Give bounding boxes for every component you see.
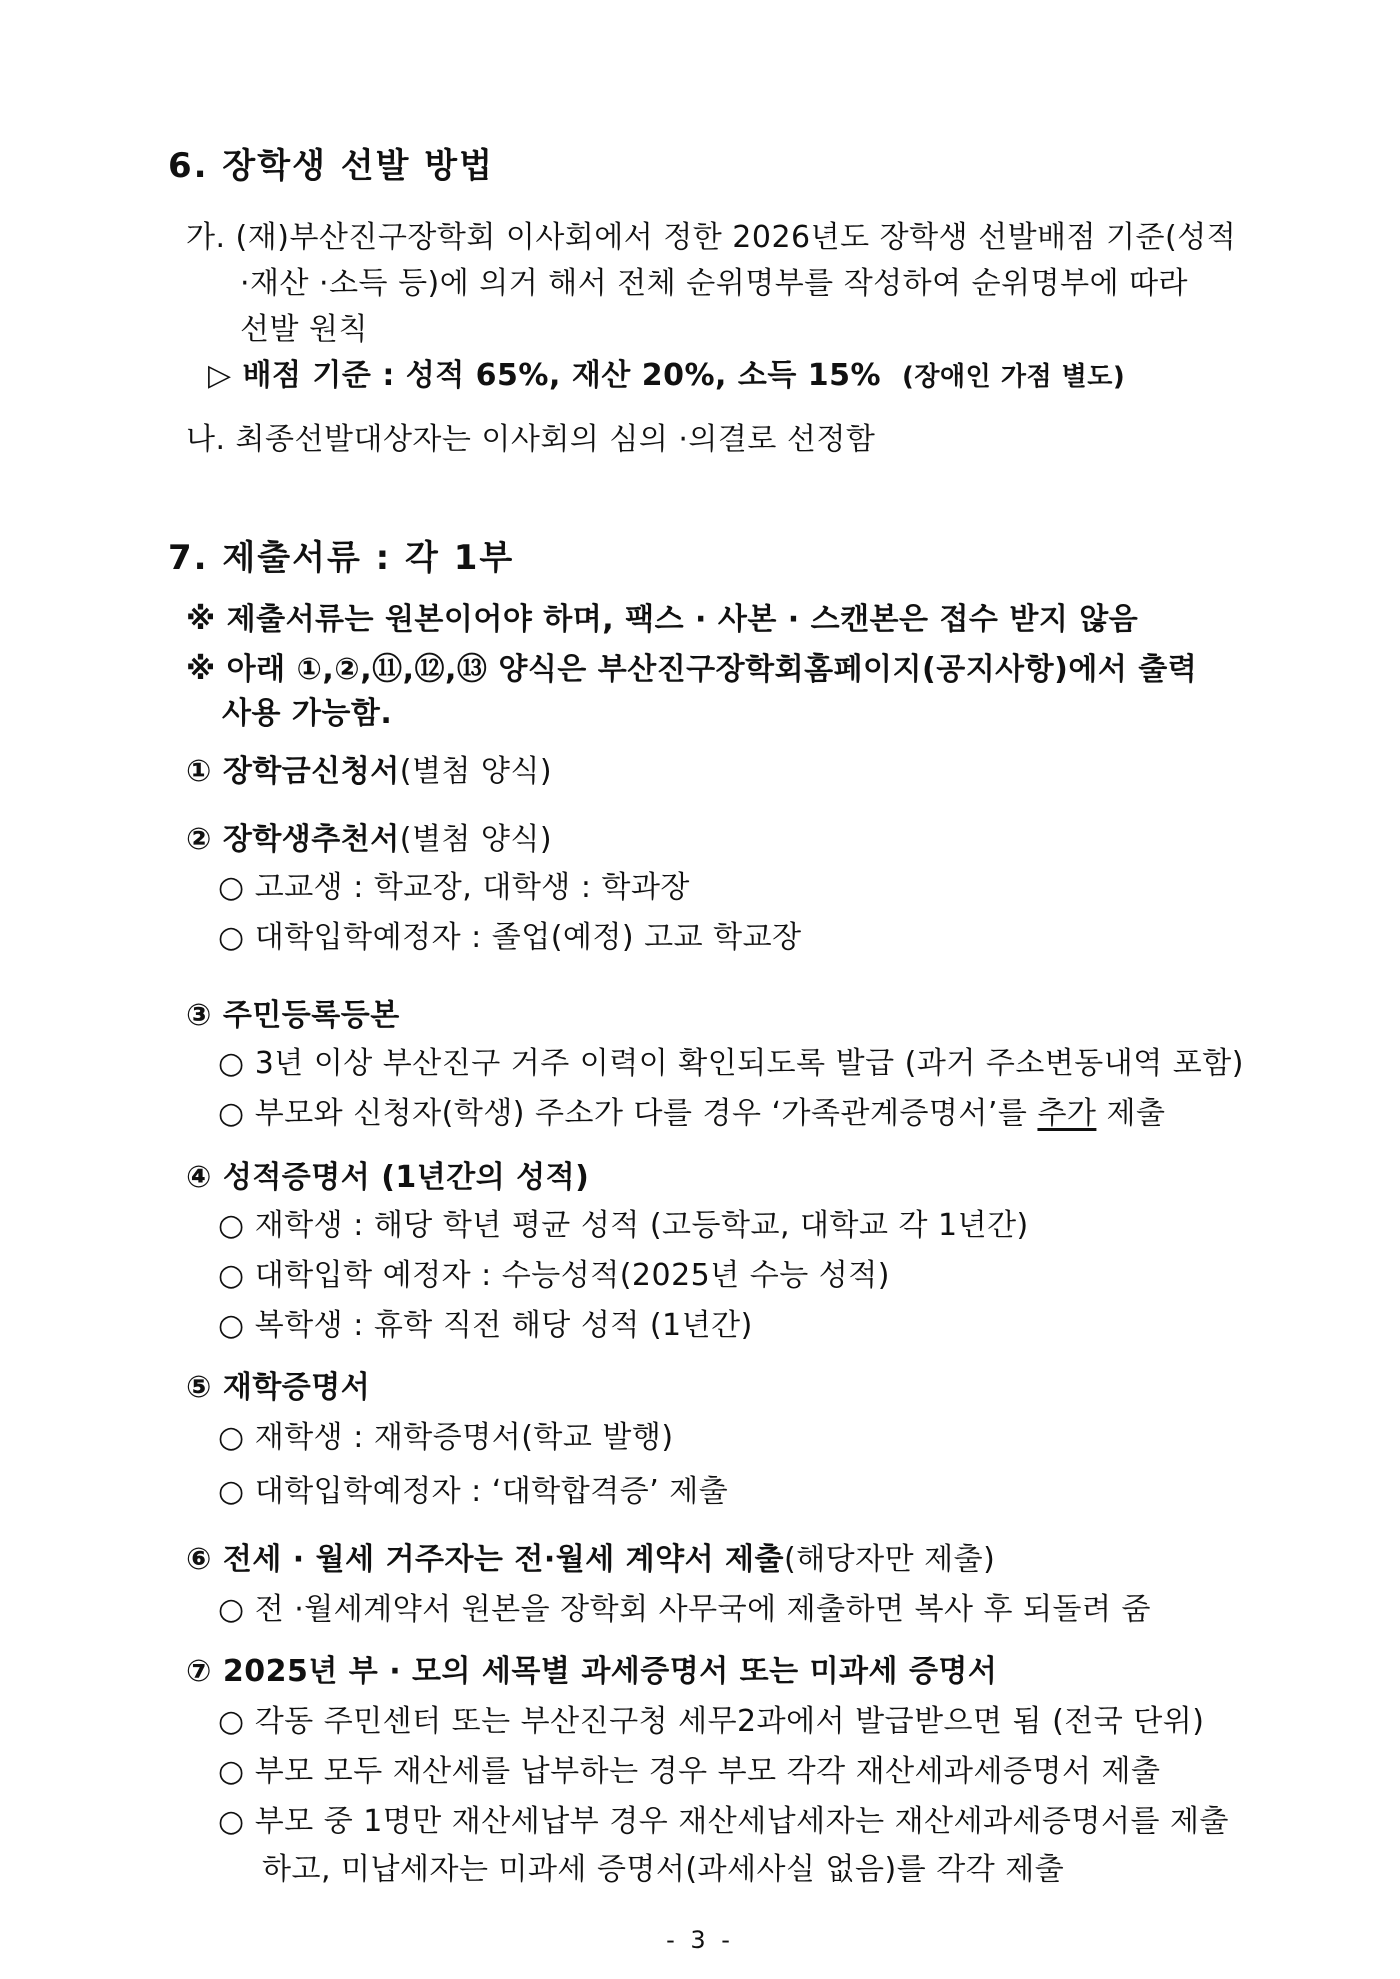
- doc-item-7-sub-b: ○ 부모 모두 재산세를 납부하는 경우 부모 각각 재산세과세증명서 제출: [218, 1754, 1161, 1789]
- doc-item-1-title: ① 장학금신청서: [186, 754, 400, 789]
- s6-item-ga-line2: ·재산 ·소득 등)에 의거 해서 전체 순위명부를 작성하여 순위명부에 따라: [240, 266, 1189, 301]
- doc-item-4-title: ④ 성적증명서 (1년간의 성적): [186, 1160, 590, 1195]
- score-criteria-note: (장애인 가점 별도): [902, 362, 1126, 392]
- doc-item-6-suffix: (해당자만 제출): [783, 1542, 996, 1577]
- doc-item-7-sub-a: ○ 각동 주민센터 또는 부산진구청 세무2과에서 발급받으면 됨 (전국 단위): [218, 1704, 1205, 1739]
- doc-item-3-sub-b-post: 제출: [1096, 1096, 1166, 1131]
- section-7-title: 7. 제출서류 : 각 1부: [168, 538, 515, 578]
- doc-item-7-title: ⑦ 2025년 부 · 모의 세목별 과세증명서 또는 미과세 증명서: [186, 1654, 998, 1689]
- score-criteria: [208, 356, 1125, 397]
- doc-item-4-sub-c: ○ 복학생 : 휴학 직전 해당 성적 (1년간): [218, 1308, 753, 1343]
- s6-item-na: 나. 최종선발대상자는 이사회의 심의 ·의결로 선정함: [186, 422, 876, 457]
- s6-item-ga-line3: 선발 원칙: [240, 312, 368, 347]
- doc-item-7-sub-c-line2: 하고, 미납세자는 미과세 증명서(과세사실 없음)를 각각 제출: [262, 1852, 1065, 1887]
- doc-item-5-sub-b: ○ 대학입학예정자 : ‘대학합격증’ 제출: [218, 1474, 729, 1509]
- doc-item-3-title: ③ 주민등록등본: [186, 998, 400, 1033]
- page-number: - 3 -: [666, 1926, 734, 1954]
- doc-item-2: [186, 820, 552, 860]
- doc-item-3-sub-b-underlined: 추가: [1037, 1096, 1097, 1131]
- doc-item-1: [186, 752, 552, 792]
- doc-item-3-sub-b: [218, 1094, 1165, 1134]
- doc-item-4-sub-b: ○ 대학입학 예정자 : 수능성적(2025년 수능 성적): [218, 1258, 890, 1293]
- s7-note-1: ※ 제출서류는 원본이어야 하며, 팩스 · 사본 · 스캔본은 접수 받지 않음: [186, 602, 1139, 637]
- score-criteria-main: ▷ 배점 기준 : 성적 65%, 재산 20%, 소득 15%: [208, 358, 882, 393]
- s7-note-2-line2: 사용 가능함.: [222, 696, 393, 731]
- doc-item-1-suffix: (별첨 양식): [399, 754, 553, 789]
- doc-item-4-sub-a: ○ 재학생 : 해당 학년 평균 성적 (고등학교, 대학교 각 1년간): [218, 1208, 1029, 1243]
- doc-item-3-sub-a: ○ 3년 이상 부산진구 거주 이력이 확인되도록 발급 (과거 주소변동내역 포함): [218, 1046, 1244, 1081]
- doc-item-6-title: ⑥ 전세 · 월세 거주자는 전·월세 계약서 제출: [186, 1542, 784, 1577]
- s7-note-2-line1: ※ 아래 ①,②,⑪,⑫,⑬ 양식은 부산진구장학회홈페이지(공지사항)에서 출력: [186, 652, 1198, 687]
- doc-item-3-sub-b-pre: ○ 부모와 신청자(학생) 주소가 다를 경우 ‘가족관계증명서’를: [218, 1096, 1038, 1131]
- doc-item-2-sub-a: ○ 고교생 : 학교장, 대학생 : 학과장: [218, 870, 690, 905]
- doc-item-6-sub-a: ○ 전 ·월세계약서 원본을 장학회 사무국에 제출하면 복사 후 되돌려 줌: [218, 1592, 1152, 1627]
- doc-item-7-sub-c-line1: ○ 부모 중 1명만 재산세납부 경우 재산세납세자는 재산세과세증명서를 제출: [218, 1804, 1229, 1839]
- doc-item-2-sub-b: ○ 대학입학예정자 : 졸업(예정) 고교 학교장: [218, 920, 802, 955]
- doc-item-5-sub-a: ○ 재학생 : 재학증명서(학교 발행): [218, 1420, 674, 1455]
- section-6-title: 6. 장학생 선발 방법: [168, 146, 494, 186]
- doc-item-2-suffix: (별첨 양식): [399, 822, 553, 857]
- doc-item-2-title: ② 장학생추천서: [186, 822, 400, 857]
- doc-item-5-title: ⑤ 재학증명서: [186, 1370, 371, 1405]
- s6-item-ga-line1: 가. (재)부산진구장학회 이사회에서 정한 2026년도 장학생 선발배점 기준(성적: [186, 220, 1237, 255]
- doc-item-6: [186, 1540, 995, 1580]
